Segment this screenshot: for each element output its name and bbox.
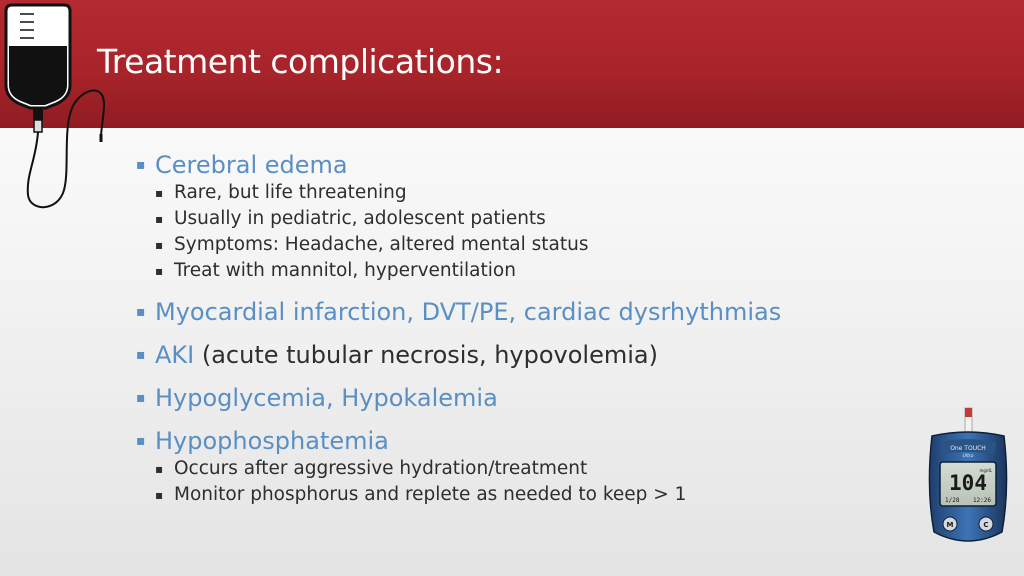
- bullet-hypophosphatemia: [136, 426, 996, 456]
- sub-bullet: [155, 258, 996, 284]
- bullet-marker: ▪: [136, 433, 146, 449]
- bullet-marker: ▪: [136, 390, 146, 406]
- bullet-text: Myocardial infarction, DVT/PE, cardiac dysrhythmias: [155, 298, 782, 326]
- meter-time: 12:26: [972, 497, 991, 504]
- meter-unit: mg/dL: [979, 468, 992, 473]
- sub-bullet-text: Rare, but life threatening: [174, 182, 407, 203]
- meter-date: 1/28: [945, 497, 960, 504]
- sub-bullet: [155, 180, 996, 206]
- meter-reading: 104: [949, 471, 987, 495]
- sub-bullet-text: Occurs after aggressive hydration/treatment: [174, 458, 588, 479]
- sub-bullet: [155, 206, 996, 232]
- bullet-hypoglycemia: [136, 383, 996, 413]
- bullet-text: Hypophosphatemia: [155, 427, 389, 455]
- bullet-marker: ▪: [155, 264, 164, 278]
- bullet-marker: ▪: [136, 157, 146, 173]
- bullet-aki: [136, 340, 996, 370]
- bullet-cardiac: [136, 297, 996, 327]
- iv-bag-icon: [0, 0, 115, 215]
- meter-button-m: M: [946, 521, 954, 529]
- sub-bullet: [155, 232, 996, 258]
- sub-bullet: [155, 482, 996, 508]
- glucose-meter-image: [918, 406, 1018, 556]
- bullet-marker: ▪: [155, 186, 164, 200]
- bullet-marker: ▪: [155, 488, 164, 502]
- meter-model-label: Ultra: [962, 454, 974, 459]
- bullet-marker: ▪: [136, 347, 146, 363]
- bullet-marker: ▪: [155, 238, 164, 252]
- sub-bullet-text: Usually in pediatric, adolescent patients: [174, 208, 546, 229]
- bullet-marker: ▪: [136, 304, 146, 320]
- bullet-marker: ▪: [155, 462, 164, 476]
- bullet-cerebral-edema: [136, 150, 996, 180]
- bullet-list: [136, 150, 996, 508]
- sub-bullet: [155, 456, 996, 482]
- meter-brand-label: One TOUCH: [950, 445, 986, 452]
- bullet-text: AKI: [155, 341, 195, 369]
- slide-title: Treatment complications:: [97, 42, 504, 81]
- bullet-text: Hypoglycemia, Hypokalemia: [155, 384, 498, 412]
- bullet-text: Cerebral edema: [155, 151, 348, 179]
- sub-bullet-text: Treat with mannitol, hyperventilation: [174, 260, 516, 281]
- meter-button-c: C: [983, 521, 989, 529]
- sub-bullet-text: Monitor phosphorus and replete as needed to keep > 1: [174, 484, 687, 505]
- bullet-marker: ▪: [155, 212, 164, 226]
- bullet-detail: (acute tubular necrosis, hypovolemia): [194, 341, 658, 369]
- sub-bullet-text: Symptoms: Headache, altered mental status: [174, 234, 589, 255]
